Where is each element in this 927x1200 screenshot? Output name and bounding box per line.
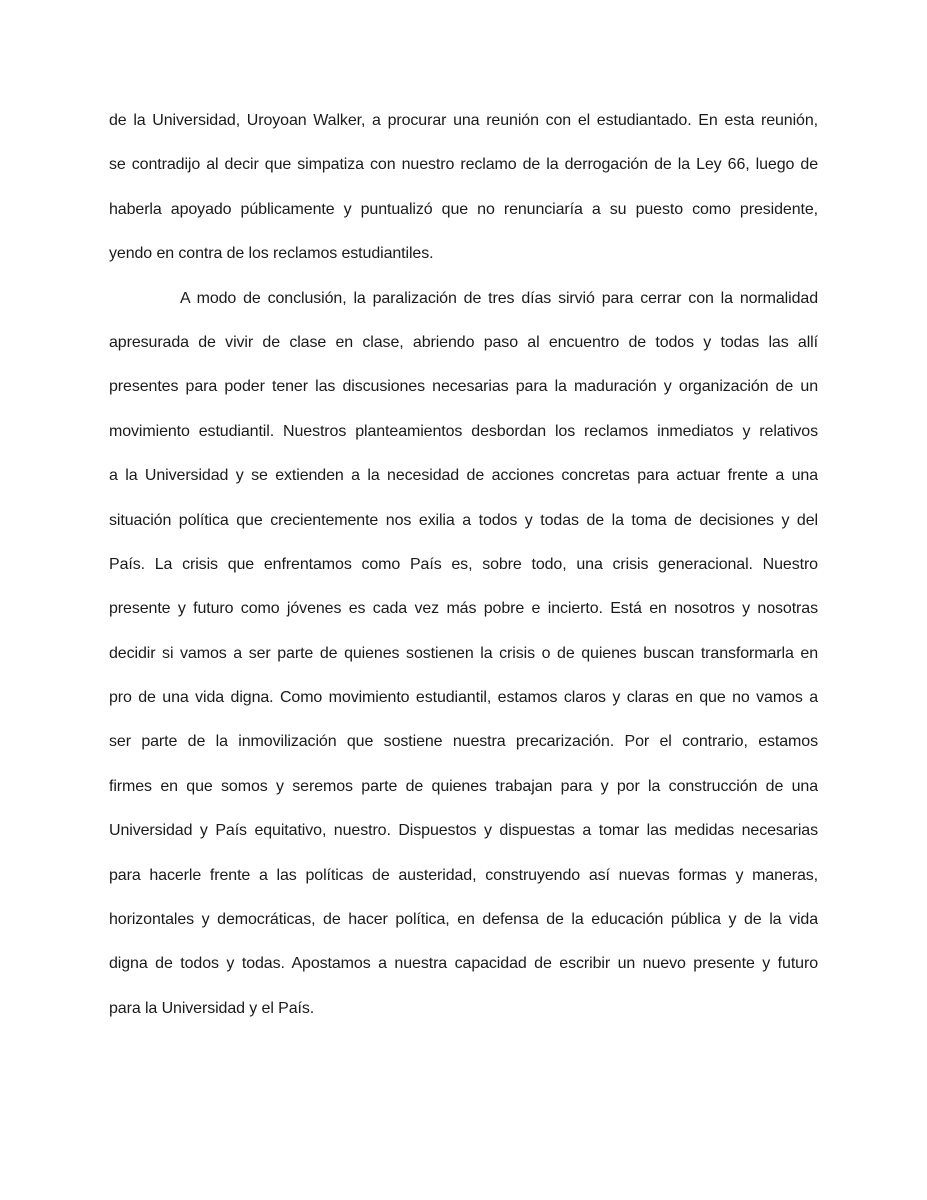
text-line: Universidad y País equitativo, nuestro. Dispuestos y dispuestas a tomar las medidas necesarias <box>109 822 818 840</box>
text-line: para la Universidad y el País. <box>109 999 315 1017</box>
paragraph <box>109 99 818 277</box>
text-line: para hacerle frente a las políticas de austeridad, construyendo así nuevas formas y maneras, <box>109 866 818 884</box>
text-line: se contradijo al decir que simpatiza con nuestro reclamo de la derrogación de la Ley 66, luego de <box>109 156 818 174</box>
text-line: digna de todos y todas. Apostamos a nuestra capacidad de escribir un nuevo presente y futuro <box>109 955 818 973</box>
text-line: presente y futuro como jóvenes es cada vez más pobre e incierto. Está en nosotros y nosotras <box>109 600 818 618</box>
text-line: yendo en contra de los reclamos estudiantiles. <box>109 245 434 263</box>
text-line: decidir si vamos a ser parte de quienes sostienen la crisis o de quienes buscan transformarla en <box>109 644 818 662</box>
text-line: de la Universidad, Uroyoan Walker, a procurar una reunión con el estudiantado. En esta reunión, <box>109 112 818 129</box>
text-line: presentes para poder tener las discusiones necesarias para la maduración y organización de un <box>109 378 818 396</box>
text-line: haberla apoyado públicamente y puntualizó que no renunciaría a su puesto como presidente, <box>109 200 818 218</box>
text-line: movimiento estudiantil. Nuestros planteamientos desbordan los reclamos inmediatos y relativos <box>109 422 818 440</box>
text-line: País. La crisis que enfrentamos como País es, sobre todo, una crisis generacional. Nuestro <box>109 555 818 573</box>
text-line: firmes en que somos y seremos parte de quienes trabajan para y por la construcción de una <box>109 777 818 795</box>
text-line: situación política que crecientemente nos exilia a todos y todas de la toma de decisiones y del <box>109 511 818 529</box>
text-line: a la Universidad y se extienden a la necesidad de acciones concretas para actuar frente a una <box>109 467 818 485</box>
text-line: pro de una vida digna. Como movimiento estudiantil, estamos claros y claras en que no vamos a <box>109 689 818 707</box>
text-line: A modo de conclusión, la paralización de tres días sirvió para cerrar con la normalidad <box>180 289 818 307</box>
text-line: horizontales y democráticas, de hacer política, en defensa de la educación pública y de la vida <box>109 911 818 929</box>
body-text <box>109 99 818 1031</box>
paragraph <box>109 277 818 1032</box>
text-line: ser parte de la inmovilización que sostiene nuestra precarización. Por el contrario, estamos <box>109 733 818 751</box>
text-line: apresurada de vivir de clase en clase, abriendo paso al encuentro de todos y todas las allí <box>109 333 818 351</box>
